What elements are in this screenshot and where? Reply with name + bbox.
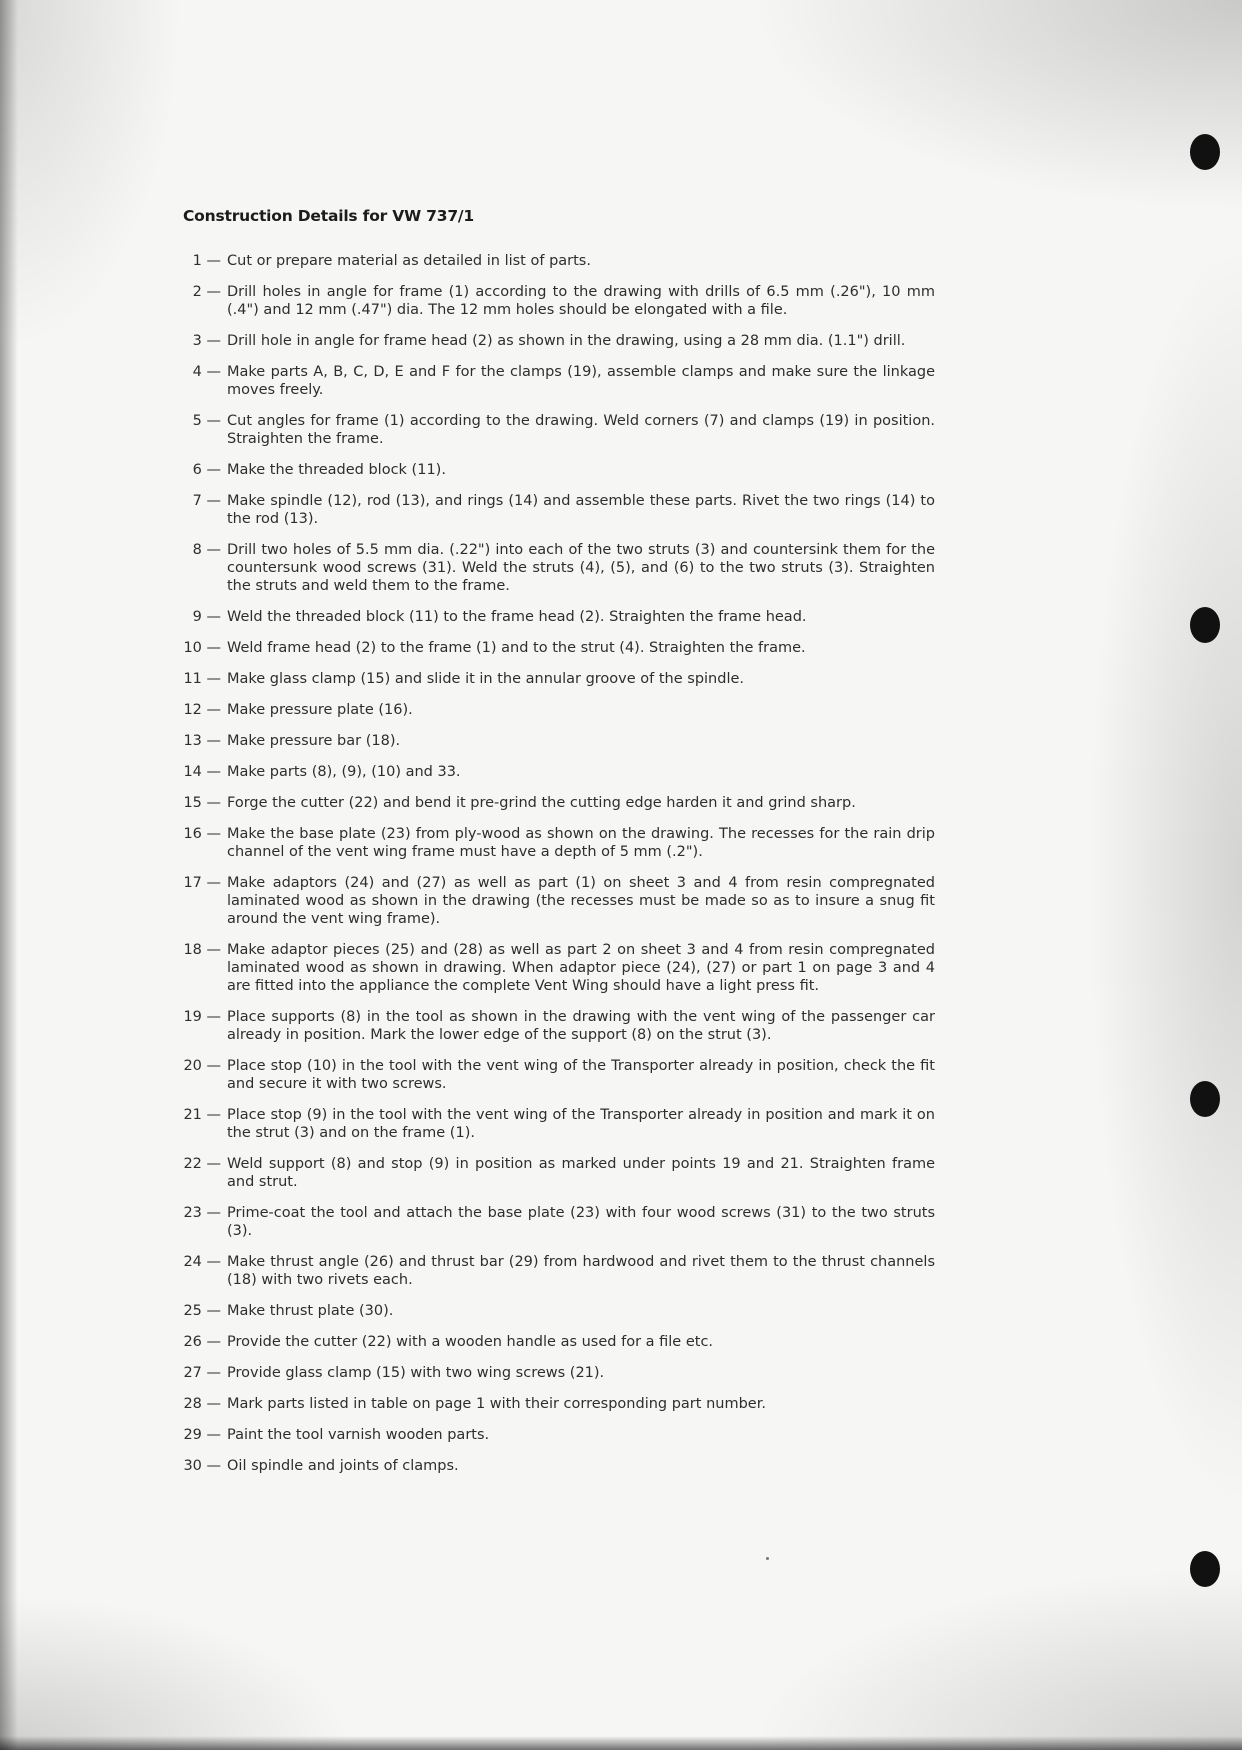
step-number-value: 20 (183, 1058, 202, 1074)
step-number-value: 22 (183, 1156, 202, 1172)
step-number-value: 15 (183, 795, 202, 811)
step-dash: — (206, 1254, 221, 1270)
step-text: Make spindle (12), rod (13), and rings (14) and assemble these parts. Rivet the two rings (14) to the rod (13). (227, 493, 935, 527)
step-item (165, 1395, 935, 1413)
step-text: Paint the tool varnish wooden parts. (227, 1427, 490, 1443)
step-text: Provide the cutter (22) with a wooden handle as used for a file etc. (227, 1334, 714, 1350)
step-number-value: 23 (183, 1205, 202, 1221)
step-dash: — (206, 1205, 221, 1221)
step-text: Forge the cutter (22) and bend it pre-grind the cutting edge harden it and grind sharp. (227, 795, 856, 811)
step-number-value: 4 (192, 364, 202, 380)
step-number (165, 1106, 225, 1124)
step-item (165, 794, 935, 812)
step-text: Weld frame head (2) to the frame (1) and to the strut (4). Straighten the frame. (227, 640, 806, 656)
step-item (165, 941, 935, 995)
step-dash: — (206, 1107, 221, 1123)
step-number (165, 1395, 225, 1413)
step-dash: — (206, 1396, 221, 1412)
step-text: Drill hole in angle for frame head (2) as shown in the drawing, using a 28 mm dia. (1.1") drill. (227, 333, 906, 349)
step-dash: — (206, 542, 221, 558)
step-text: Make adaptors (24) and (27) as well as part (1) on sheet 3 and 4 from resin compregnated laminated wood as shown in the drawing (the recesses must be made so as to insure a snug fit around the vent wing frame). (227, 875, 935, 927)
step-text: Make adaptor pieces (25) and (28) as well as part 2 on sheet 3 and 4 from resin compregnated laminated wood as shown in drawing. When adaptor piece (24), (27) or part 1 on page 3 and 4 are fitted into the appliance the complete Vent Wing should have a light press fit. (227, 942, 935, 994)
step-number (165, 412, 225, 430)
step-number (165, 825, 225, 843)
punch-hole (1190, 607, 1220, 643)
step-text: Make parts A, B, C, D, E and F for the clamps (19), assemble clamps and make sure the linkage moves freely. (227, 364, 935, 398)
step-dash: — (206, 1365, 221, 1381)
step-dash: — (206, 493, 221, 509)
step-number (165, 701, 225, 719)
step-item (165, 1008, 935, 1044)
step-dash: — (206, 1156, 221, 1172)
step-number-value: 1 (192, 253, 202, 269)
step-number (165, 1426, 225, 1444)
step-dash: — (206, 764, 221, 780)
step-number-value: 13 (183, 733, 202, 749)
step-item (165, 332, 935, 350)
step-number-value: 26 (183, 1334, 202, 1350)
step-number (165, 1364, 225, 1382)
step-dash: — (206, 875, 221, 891)
step-item (165, 252, 935, 270)
scan-edge-bottom (0, 1736, 1242, 1750)
step-item (165, 1057, 935, 1093)
step-item (165, 608, 935, 626)
step-item (165, 461, 935, 479)
punch-hole (1190, 1551, 1220, 1587)
step-item (165, 1333, 935, 1351)
step-item (165, 412, 935, 448)
step-number-value: 29 (183, 1427, 202, 1443)
step-dash: — (206, 364, 221, 380)
step-number (165, 252, 225, 270)
step-number-value: 9 (192, 609, 202, 625)
step-number-value: 25 (183, 1303, 202, 1319)
step-item (165, 825, 935, 861)
step-number (165, 732, 225, 750)
step-number-value: 10 (183, 640, 202, 656)
step-number-value: 7 (192, 493, 202, 509)
step-dash: — (206, 1334, 221, 1350)
step-text: Make parts (8), (9), (10) and 33. (227, 764, 461, 780)
punch-hole (1190, 134, 1220, 170)
step-number (165, 1008, 225, 1026)
step-text: Make pressure bar (18). (227, 733, 401, 749)
step-text: Prime-coat the tool and attach the base plate (23) with four wood screws (31) to the two struts (3). (227, 1205, 935, 1239)
step-item (165, 363, 935, 399)
step-number (165, 794, 225, 812)
step-item (165, 492, 935, 528)
step-dash: — (206, 333, 221, 349)
step-number (165, 283, 225, 301)
step-text: Make the threaded block (11). (227, 462, 446, 478)
step-number-value: 17 (183, 875, 202, 891)
step-number-value: 16 (183, 826, 202, 842)
step-number-value: 6 (192, 462, 202, 478)
document-title: Construction Details for VW 737/1 (183, 207, 474, 225)
step-text: Mark parts listed in table on page 1 with their corresponding part number. (227, 1396, 766, 1412)
step-dash: — (206, 1458, 221, 1474)
step-dash: — (206, 1303, 221, 1319)
step-number (165, 541, 225, 559)
step-dash: — (206, 733, 221, 749)
step-item (165, 1106, 935, 1142)
step-number-value: 30 (183, 1458, 202, 1474)
step-text: Make thrust angle (26) and thrust bar (29) from hardwood and rivet them to the thrust channels (18) with two rivets each. (227, 1254, 935, 1288)
step-number (165, 874, 225, 892)
scan-speck (766, 1557, 769, 1560)
step-dash: — (206, 462, 221, 478)
step-text: Weld support (8) and stop (9) in position as marked under points 19 and 21. Straighten frame and strut. (227, 1156, 935, 1190)
step-text: Place stop (9) in the tool with the vent wing of the Transporter already in position and mark it on the strut (3) and on the frame (1). (227, 1107, 935, 1141)
step-number-value: 3 (192, 333, 202, 349)
step-dash: — (206, 795, 221, 811)
step-item (165, 1364, 935, 1382)
step-item (165, 874, 935, 928)
step-item (165, 283, 935, 319)
step-number (165, 332, 225, 350)
step-text: Provide glass clamp (15) with two wing screws (21). (227, 1365, 605, 1381)
step-text: Make pressure plate (16). (227, 702, 413, 718)
step-item (165, 1426, 935, 1444)
step-item (165, 763, 935, 781)
step-text: Oil spindle and joints of clamps. (227, 1458, 459, 1474)
step-dash: — (206, 609, 221, 625)
step-number-value: 18 (183, 942, 202, 958)
step-number-value: 28 (183, 1396, 202, 1412)
step-text: Drill two holes of 5.5 mm dia. (.22") into each of the two struts (3) and countersink them for the countersunk wood screws (31). Weld the struts (4), (5), and (6) to the two struts (3). Straighten the struts and weld them to the frame. (227, 542, 935, 594)
step-number (165, 941, 225, 959)
step-dash: — (206, 1427, 221, 1443)
step-number (165, 639, 225, 657)
step-item (165, 1155, 935, 1191)
step-number (165, 1457, 225, 1475)
step-item (165, 639, 935, 657)
step-number (165, 1204, 225, 1222)
step-text: Make glass clamp (15) and slide it in the annular groove of the spindle. (227, 671, 745, 687)
step-dash: — (206, 284, 221, 300)
step-number-value: 11 (183, 671, 202, 687)
step-dash: — (206, 671, 221, 687)
step-dash: — (206, 826, 221, 842)
step-item (165, 701, 935, 719)
step-dash: — (206, 942, 221, 958)
step-number-value: 14 (183, 764, 202, 780)
step-dash: — (206, 1009, 221, 1025)
step-text: Make thrust plate (30). (227, 1303, 394, 1319)
punch-hole (1190, 1081, 1220, 1117)
step-number-value: 8 (192, 542, 202, 558)
step-item (165, 1253, 935, 1289)
step-item (165, 1302, 935, 1320)
step-number (165, 1057, 225, 1075)
step-dash: — (206, 1058, 221, 1074)
step-number (165, 670, 225, 688)
step-number-value: 19 (183, 1009, 202, 1025)
step-text: Place stop (10) in the tool with the vent wing of the Transporter already in position, check the fit and secure it with two screws. (227, 1058, 935, 1092)
step-item (165, 1204, 935, 1240)
step-dash: — (206, 413, 221, 429)
step-number-value: 21 (183, 1107, 202, 1123)
step-number-value: 5 (192, 413, 202, 429)
step-dash: — (206, 253, 221, 269)
step-item (165, 1457, 935, 1475)
step-text: Cut angles for frame (1) according to the drawing. Weld corners (7) and clamps (19) in position. Straighten the frame. (227, 413, 935, 447)
step-text: Drill holes in angle for frame (1) according to the drawing with drills of 6.5 mm (.26"), 10 mm (.4") and 12 mm (.47") dia. The 12 mm holes should be elongated with a file. (227, 284, 935, 318)
step-number-value: 2 (192, 284, 202, 300)
step-number-value: 12 (183, 702, 202, 718)
step-number-value: 24 (183, 1254, 202, 1270)
step-number (165, 608, 225, 626)
step-text: Weld the threaded block (11) to the frame head (2). Straighten the frame head. (227, 609, 807, 625)
step-number (165, 1253, 225, 1271)
step-item (165, 670, 935, 688)
construction-steps-list (165, 252, 935, 1488)
step-number (165, 461, 225, 479)
step-dash: — (206, 702, 221, 718)
step-item (165, 732, 935, 750)
step-number-value: 27 (183, 1365, 202, 1381)
step-text: Make the base plate (23) from ply-wood as shown on the drawing. The recesses for the rain drip channel of the vent wing frame must have a depth of 5 mm (.2"). (227, 826, 935, 860)
step-number (165, 1155, 225, 1173)
step-number (165, 1302, 225, 1320)
step-text: Place supports (8) in the tool as shown in the drawing with the vent wing of the passenger car already in position. Mark the lower edge of the support (8) on the strut (3). (227, 1009, 935, 1043)
step-number (165, 1333, 225, 1351)
scan-edge-left (0, 0, 18, 1750)
step-dash: — (206, 640, 221, 656)
step-number (165, 763, 225, 781)
step-number (165, 363, 225, 381)
step-number (165, 492, 225, 510)
step-item (165, 541, 935, 595)
step-text: Cut or prepare material as detailed in list of parts. (227, 253, 591, 269)
